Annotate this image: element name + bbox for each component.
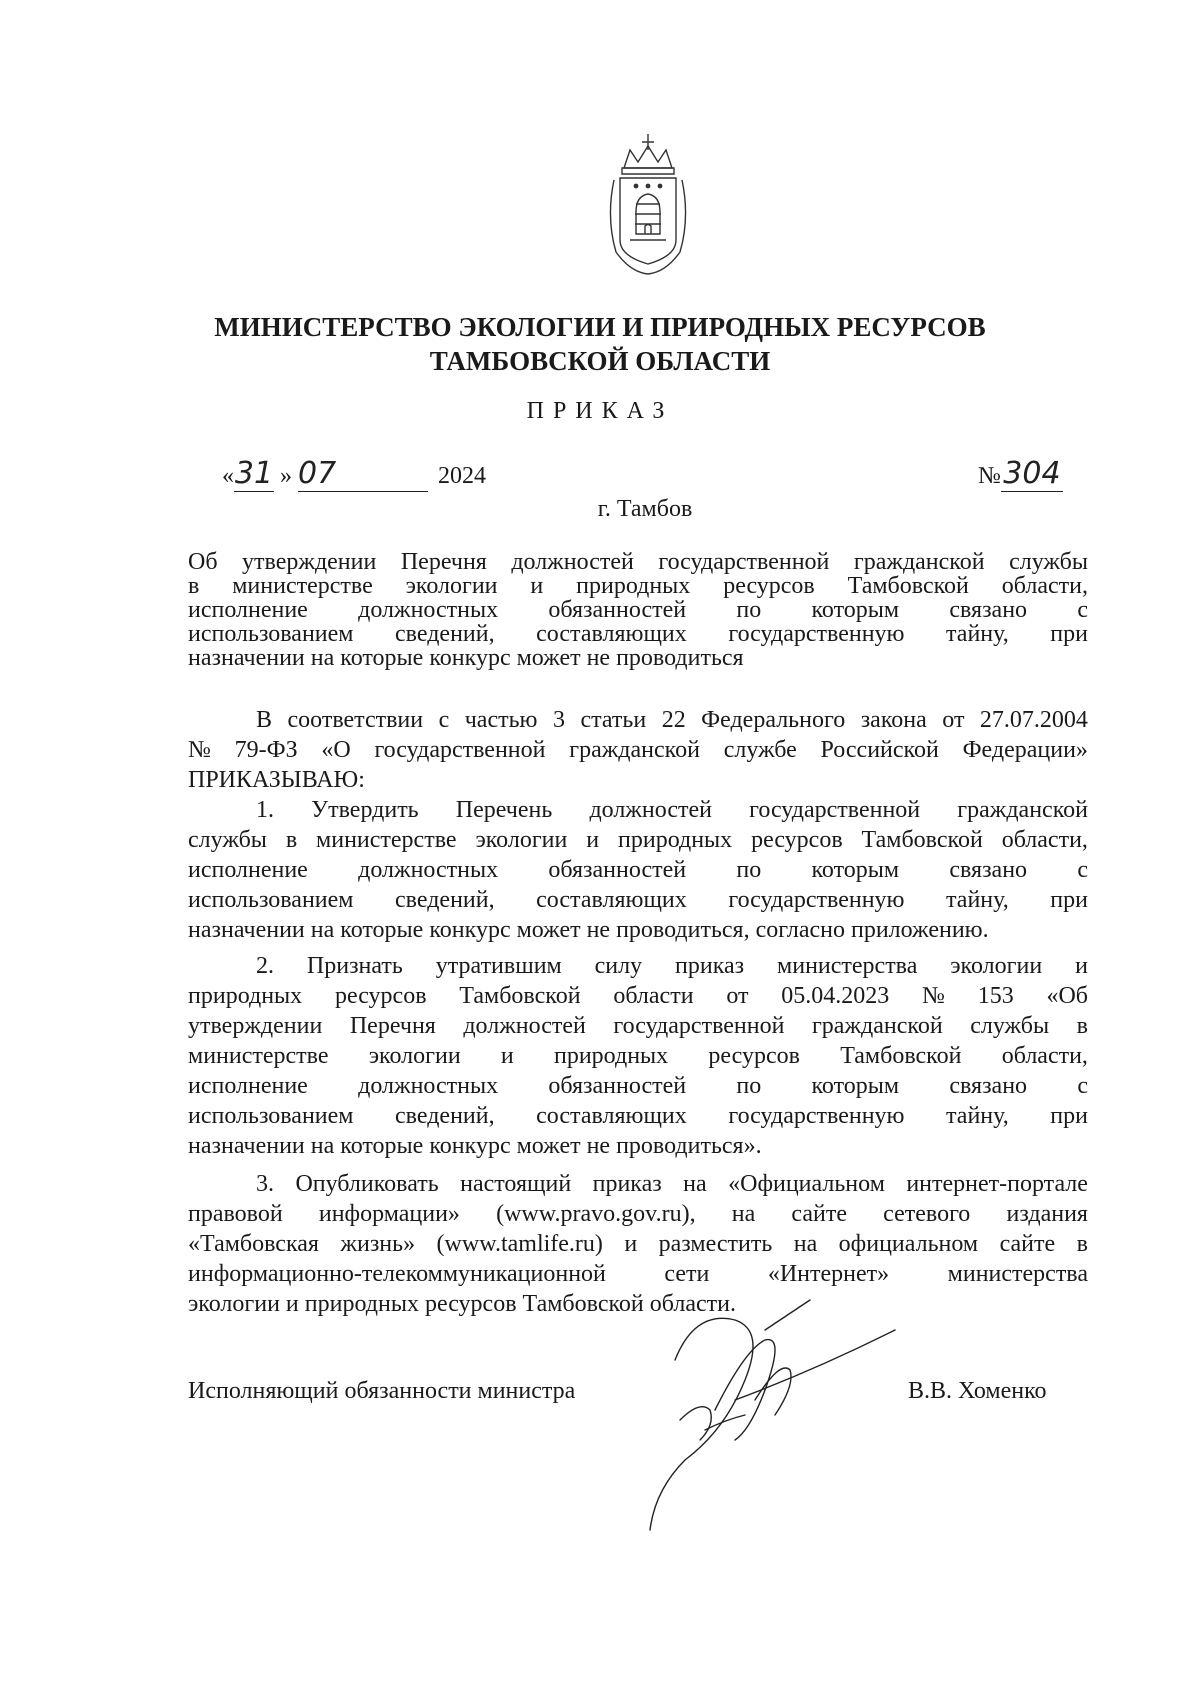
subject-line: в министерстве экологии и природных ресурсов Тамбовской области, [188, 573, 1088, 599]
handwritten-signature [615, 1290, 905, 1540]
item3-line: информационно-телекоммуникационной сети «Интернет» министерства [188, 1261, 1088, 1287]
order-title: ПРИКАЗ [526, 398, 674, 424]
item1-line: исполнение должностных обязанностей по которым связано с [188, 857, 1088, 883]
date-close-quote: » [280, 463, 292, 489]
signatory-name: В.В. Хоменко [908, 1378, 1047, 1404]
item2-line: министерстве экологии и природных ресурсов Тамбовской области, [188, 1043, 1088, 1069]
date-month: 07 [298, 456, 428, 492]
item3-line: 3. Опубликовать настоящий приказ на «Официальном интернет-портале [256, 1171, 1088, 1197]
item2-line: 2. Признать утратившим силу приказ министерства экологии и [256, 953, 1088, 979]
item1-line: использованием сведений, составляющих государственную тайну, при [188, 887, 1088, 913]
city: г. Тамбов [597, 496, 693, 522]
item3-line: «Тамбовская жизнь» (www.tamlife.ru) и разместить на официальном сайте в [188, 1231, 1088, 1257]
subject-line: использованием сведений, составляющих государственную тайну, при [188, 621, 1088, 647]
date-block [222, 456, 486, 492]
preamble-line: В соответствии с частью 3 статьи 22 Федерального закона от 27.07.2004 [256, 707, 1088, 733]
number-sign: № [978, 463, 1001, 489]
item3-line: экологии и природных ресурсов Тамбовской области. [188, 1291, 736, 1317]
item2-line: исполнение должностных обязанностей по которым связано с [188, 1073, 1088, 1099]
date-year: 2024 [438, 463, 486, 489]
item2-line: утверждении Перечня должностей государственной гражданской службы в [188, 1013, 1088, 1039]
date-day: 31 [234, 456, 274, 491]
order-number: 304 [1001, 456, 1063, 492]
date-open-quote: « [222, 463, 234, 489]
subject-line: Об утверждении Перечня должностей государственной гражданской службы [188, 549, 1088, 575]
item1-line: 1. Утвердить Перечень должностей государственной гражданской [256, 797, 1088, 823]
order-number-block [978, 456, 1063, 492]
item2-line: природных ресурсов Тамбовской области от 05.04.2023 № 153 «Об [188, 983, 1088, 1009]
item1-line: службы в министерстве экологии и природных ресурсов Тамбовской области, [188, 827, 1088, 853]
signatory-role: Исполняющий обязанности министра [188, 1378, 576, 1404]
item2-line: назначении на которые конкурс может не проводиться». [188, 1133, 762, 1159]
item1-line: назначении на которые конкурс может не проводиться, согласно приложению. [188, 917, 989, 943]
preamble-line: ПРИКАЗЫВАЮ: [188, 767, 365, 793]
preamble-line: № 79-ФЗ «О государственной гражданской службе Российской Федерации» [188, 737, 1088, 763]
ministry-name-line2: ТАМБОВСКОЙ ОБЛАСТИ [429, 346, 771, 376]
subject-line: исполнение должностных обязанностей по которым связано с [188, 597, 1088, 623]
item3-line: правовой информации» (www.pravo.gov.ru), на сайте сетевого издания [188, 1201, 1088, 1227]
ministry-name-line1: МИНИСТЕРСТВО ЭКОЛОГИИ И ПРИРОДНЫХ РЕСУРСОВ [214, 312, 986, 342]
coat-of-arms-emblem [600, 128, 696, 278]
item2-line: использованием сведений, составляющих государственную тайну, при [188, 1103, 1088, 1129]
subject-line: назначении на которые конкурс может не проводиться [188, 645, 744, 671]
